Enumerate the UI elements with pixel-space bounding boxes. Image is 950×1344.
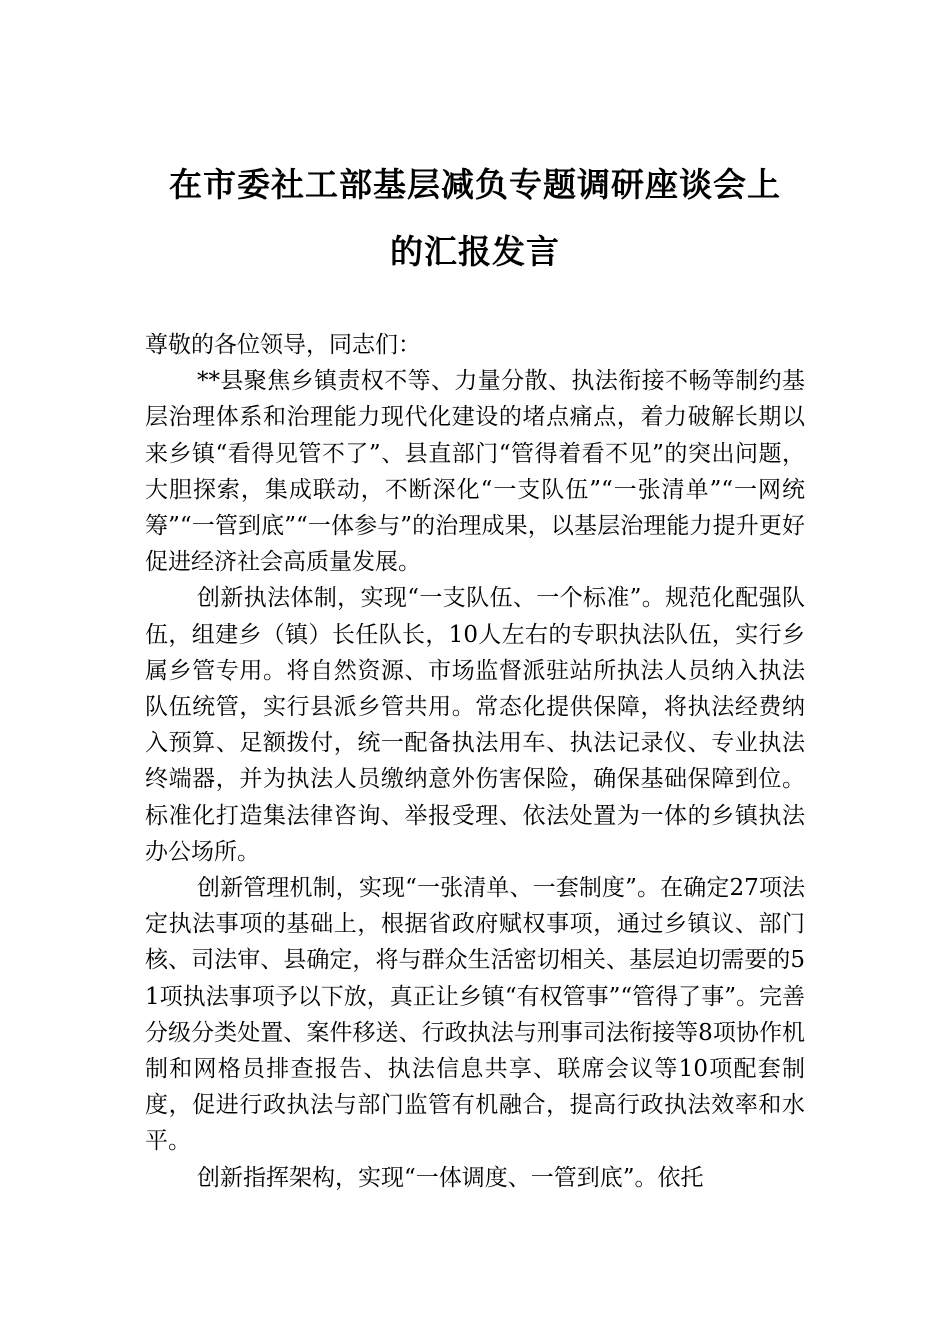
paragraph-management-mechanism: 创新管理机制，实现“一张清单、一套制度”。在确定27项法定执法事项的基础上，根据省政府赋权事项，通过乡镇议、部门核、司法审、县确定，将与群众生活密切相关、基层迫切需要的51项执法事项予以下放，真正让乡镇“有权管事”“管得了事”。完善分级分类处置、案件移送、行政执法与刑事司法衔接等8项协作机制和网格员排查报告、执法信息共享、联席会议等10项配套制度，促进行政执法与部门监管有机融合，提高行政执法效率和水平。 <box>145 875 805 1155</box>
document-title-line-2: 的汇报发言 <box>390 232 560 271</box>
salutation: 尊敬的各位领导，同志们： <box>145 332 421 358</box>
paragraph-enforcement-system: 创新执法体制，实现“一支队伍、一个标准”。规范化配强队伍，组建乡（镇）长任队长，10人左右的专职执法队伍，实行乡属乡管专用。将自然资源、市场监督派驻站所执法人员纳入执法队伍统管，实行县派乡管共用。常态化提供保障，将执法经费纳入预算、足额拨付，统一配备执法用车、执法记录仪、专业执法终端器，并为执法人员缴纳意外伤害保险，确保基础保障到位。标准化打造集法律咨询、举报受理、依法处置为一体的乡镇执法办公场所。 <box>145 585 805 865</box>
paragraph-intro: **县聚焦乡镇责权不等、力量分散、执法衔接不畅等制约基层治理体系和治理能力现代化建设的堵点痛点，着力破解长期以来乡镇“看得见管不了”、县直部门“管得着看不见”的突出问题，大胆探索，集成联动，不断深化“一支队伍”“一张清单”“一网统筹”“一管到底”“一体参与”的治理成果，以基层治理能力提升更好促进经济社会高质量发展。 <box>145 368 805 576</box>
paragraph-command-structure: 创新指挥架构，实现“一体调度、一管到底”。依托 <box>197 1164 704 1191</box>
document-title-line-1: 在市委社工部基层减负专题调研座谈会上 <box>169 165 781 204</box>
document-body <box>145 327 805 1196</box>
